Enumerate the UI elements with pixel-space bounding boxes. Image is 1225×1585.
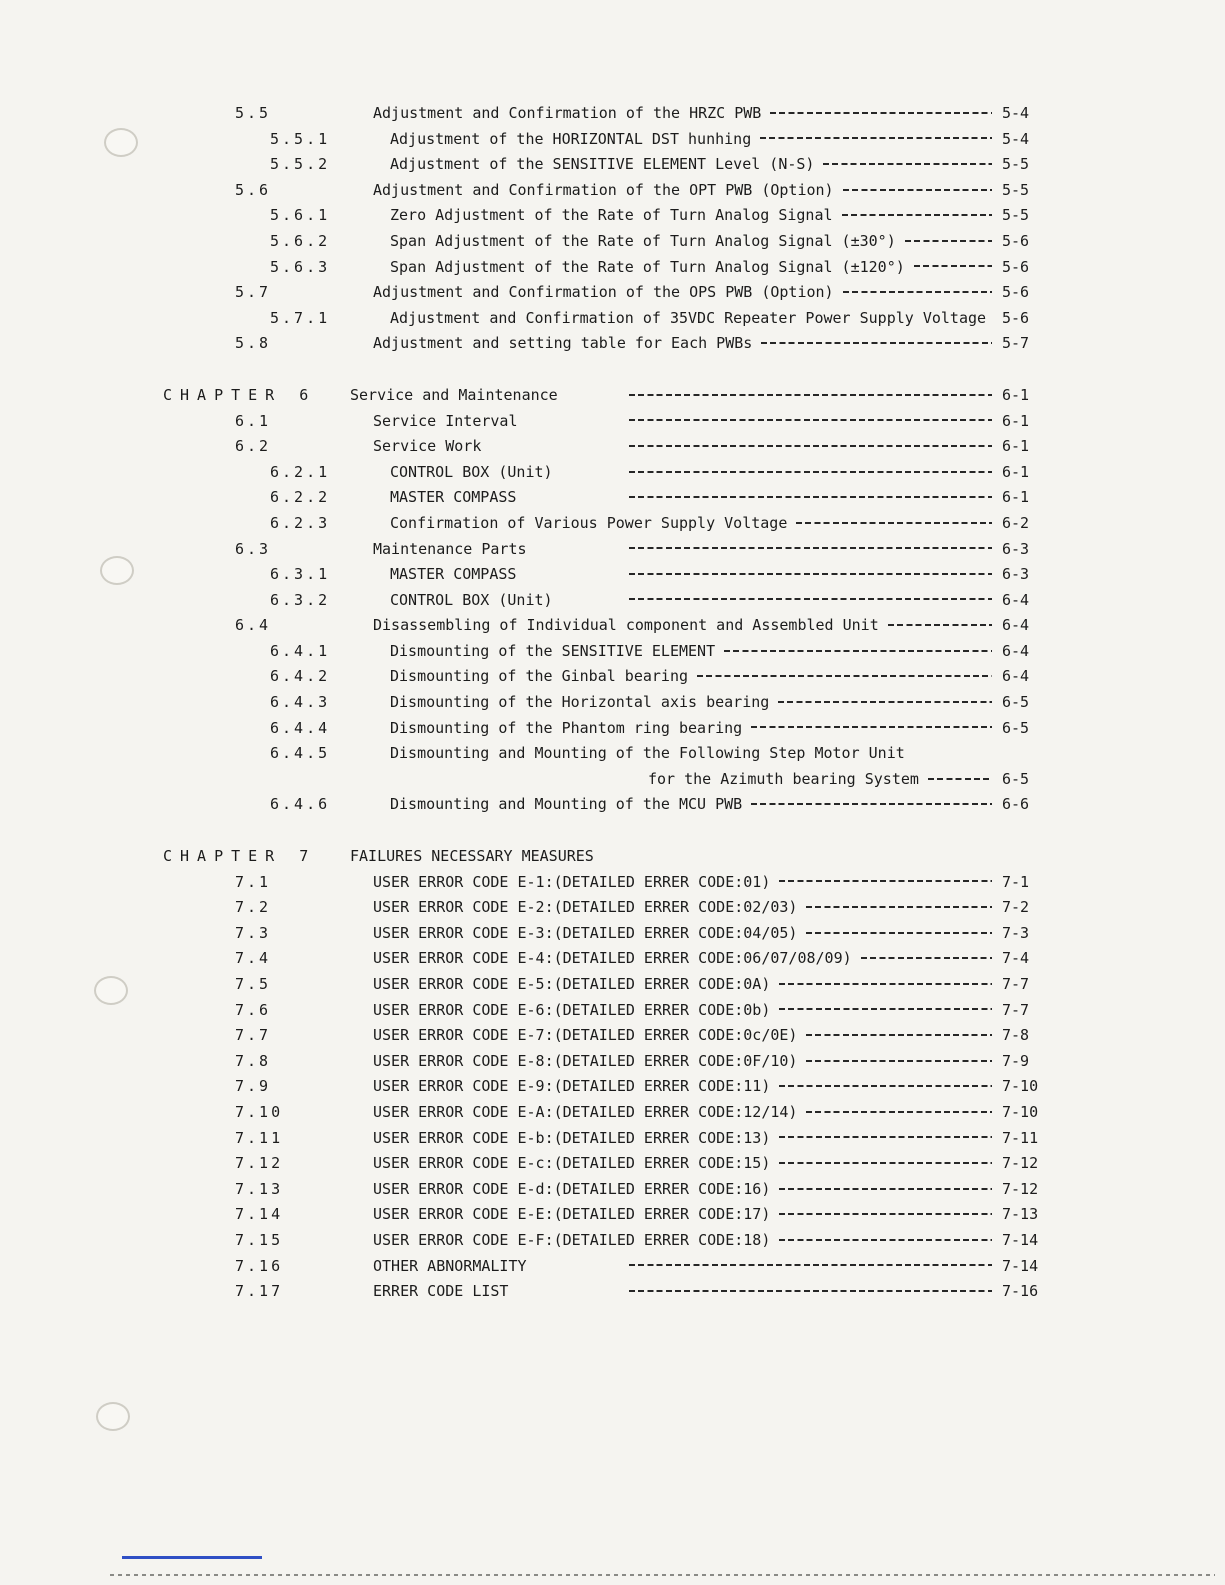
dash-leader (928, 778, 992, 780)
toc-row (0, 1049, 1060, 1075)
dash-leader (843, 291, 992, 293)
entry-title: Maintenance Parts (373, 539, 527, 558)
entry-title: Service and Maintenance (350, 385, 558, 404)
page-number: 7-12 (1002, 1154, 1039, 1173)
section-number: 7.8 (235, 1051, 272, 1070)
entry-title: USER ERROR CODE E-1:(DETAILED ERRER CODE:01) (373, 872, 771, 891)
toc-row (0, 1202, 1060, 1228)
section-number: 6.4.1 (270, 641, 331, 660)
entry-title: Span Adjustment of the Rate of Turn Analog Signal (±30°) (390, 231, 896, 250)
entry-title: Dismounting and Mounting of the MCU PWB (390, 795, 743, 814)
toc-row (0, 588, 1060, 614)
dash-leader (779, 1136, 992, 1138)
dash-leader (629, 419, 992, 421)
dash-leader (843, 189, 992, 191)
entry-title: Adjustment and Confirmation of the OPS PWB (Option) (373, 283, 834, 302)
section-number: 7.6 (235, 1000, 272, 1019)
dash-leader (806, 1060, 992, 1062)
entry-title: USER ERROR CODE E-b:(DETAILED ERRER CODE:13) (373, 1128, 771, 1147)
section-number: 7.1 (235, 872, 272, 891)
entry-title: Disassembling of Individual component and Assembled Unit (373, 616, 879, 635)
dash-leader (629, 496, 992, 498)
toc-row (0, 537, 1060, 563)
entry-title: USER ERROR CODE E-3:(DETAILED ERRER CODE:04/05) (373, 923, 798, 942)
toc-row (0, 280, 1060, 306)
section-number: 7.16 (235, 1256, 284, 1275)
page-number: 7-12 (1002, 1179, 1039, 1198)
toc-row (0, 203, 1060, 229)
page-number: 6-4 (1002, 590, 1030, 609)
table-of-contents (0, 101, 1225, 1305)
punch-hole-icon (96, 1402, 130, 1431)
dash-leader (697, 675, 992, 677)
dash-leader (905, 240, 992, 242)
page-number: 7-2 (1002, 898, 1030, 917)
toc-row (0, 895, 1060, 921)
toc-row (0, 998, 1060, 1024)
toc-row (0, 1100, 1060, 1126)
entry-title: Dismounting of the Phantom ring bearing (390, 718, 743, 737)
entry-title: MASTER COMPASS (390, 565, 517, 584)
page-number: 5-6 (1002, 257, 1030, 276)
page-number: 7-16 (1002, 1282, 1039, 1301)
page-number: 6-4 (1002, 641, 1030, 660)
page-number: 6-5 (1002, 693, 1030, 712)
section-number: 5.5.2 (270, 155, 331, 174)
dash-leader (629, 445, 992, 447)
page-number: 6-2 (1002, 513, 1030, 532)
toc-row (0, 229, 1060, 255)
section-number: 6.3 (235, 539, 272, 558)
dash-leader (629, 394, 992, 396)
toc-row (0, 1023, 1060, 1049)
entry-title: Dismounting and Mounting of the Following Step Motor Unit (390, 744, 905, 763)
toc-row (0, 562, 1060, 588)
section-number: 6.4.2 (270, 667, 331, 686)
page-number: 7-14 (1002, 1256, 1039, 1275)
toc-row (0, 946, 1060, 972)
toc-row (0, 511, 1060, 537)
entry-title: USER ERROR CODE E-6:(DETAILED ERRER CODE:0b) (373, 1000, 771, 1019)
page-number: 5-7 (1002, 334, 1030, 353)
page-number: 5-5 (1002, 155, 1030, 174)
section-number: 6.4 (235, 616, 272, 635)
page-number: 6-4 (1002, 616, 1030, 635)
toc-row (0, 101, 1060, 127)
section-number: 7.17 (235, 1282, 284, 1301)
entry-title: USER ERROR CODE E-5:(DETAILED ERRER CODE:0A) (373, 975, 771, 993)
toc-row (0, 1228, 1060, 1254)
entry-title: Service Interval (373, 411, 518, 430)
page-number: 6-3 (1002, 539, 1030, 558)
toc-row (0, 613, 1060, 639)
section-number: 5.6.3 (270, 257, 331, 276)
entry-title: OTHER ABNORMALITY (373, 1256, 527, 1275)
toc-row (0, 1177, 1060, 1203)
section-number: 7.15 (235, 1230, 284, 1249)
dash-leader (724, 650, 992, 652)
section-number: 7.5 (235, 975, 272, 993)
section-number: 6.3.2 (270, 590, 331, 609)
entry-title: Adjustment and Confirmation of 35VDC Repeater Power Supply Voltage (390, 308, 987, 327)
toc-row (0, 870, 1060, 896)
dash-leader (779, 1213, 992, 1215)
page-number: 6-4 (1002, 667, 1030, 686)
toc-row (0, 485, 1060, 511)
dash-leader (629, 598, 992, 600)
dash-leader (779, 880, 992, 882)
page-number: 6-1 (1002, 488, 1030, 507)
section-number: 7.7 (235, 1026, 272, 1045)
entry-title: Zero Adjustment of the Rate of Turn Analog Signal (390, 206, 833, 225)
toc-row (0, 306, 1060, 332)
entry-title: Confirmation of Various Power Supply Voltage (390, 513, 788, 532)
section-number: 7.13 (235, 1179, 284, 1198)
section-number: 7.12 (235, 1154, 284, 1173)
page-number: 5-4 (1002, 129, 1030, 148)
page-number: 6-1 (1002, 437, 1030, 456)
dash-leader (629, 573, 992, 575)
dash-leader (778, 701, 992, 703)
page-number: 6-5 (1002, 718, 1030, 737)
page-number: 5-5 (1002, 180, 1030, 199)
page-number: 7-10 (1002, 1077, 1039, 1096)
toc-row (0, 331, 1060, 357)
section-number: 6.3.1 (270, 565, 331, 584)
toc-row (0, 716, 1060, 742)
section-number: 6.1 (235, 411, 272, 430)
section-number: 7.9 (235, 1077, 272, 1096)
page-number: 6-5 (1002, 769, 1030, 788)
toc-row (0, 972, 1060, 998)
entry-title: USER ERROR CODE E-d:(DETAILED ERRER CODE:16) (373, 1179, 771, 1198)
dash-leader (629, 1264, 992, 1266)
toc-row (0, 1279, 1060, 1305)
section-number: 7.11 (235, 1128, 284, 1147)
section-number: 7.10 (235, 1102, 284, 1121)
dash-leader (779, 1008, 992, 1010)
toc-row (0, 1126, 1060, 1152)
section-number: 6.4.5 (270, 744, 331, 763)
page-number: 7-9 (1002, 1051, 1030, 1070)
dash-leader (888, 624, 992, 626)
entry-title: for the Azimuth bearing System (648, 769, 919, 788)
toc-row (0, 741, 1060, 767)
section-number: 5.7 (235, 283, 272, 302)
entry-title: Span Adjustment of the Rate of Turn Analog Signal (±120°) (390, 257, 905, 276)
page-number: 6-3 (1002, 565, 1030, 584)
section-number: 6.4.4 (270, 718, 331, 737)
section-number: 5.8 (235, 334, 272, 353)
toc-row (0, 664, 1060, 690)
blue-line-artifact (122, 1556, 262, 1559)
entry-title: Dismounting of the Ginbal bearing (390, 667, 689, 686)
section-number: 5.6.1 (270, 206, 331, 225)
entry-title: USER ERROR CODE E-8:(DETAILED ERRER CODE:0F/10) (373, 1051, 798, 1070)
dash-leader (779, 1239, 992, 1241)
section-number: 6.2.2 (270, 488, 331, 507)
page-number: 7-10 (1002, 1102, 1039, 1121)
toc-row (0, 255, 1060, 281)
entry-title: FAILURES NECESSARY MEASURES (350, 847, 594, 866)
dash-leader (761, 342, 992, 344)
dash-leader (842, 214, 992, 216)
page-number: 6-1 (1002, 462, 1030, 481)
toc-row (0, 409, 1060, 435)
section-number: 6.2 (235, 437, 272, 456)
entry-title: USER ERROR CODE E-2:(DETAILED ERRER CODE:02/03) (373, 898, 798, 917)
entry-title: USER ERROR CODE E-A:(DETAILED ERRER CODE:12/14) (373, 1102, 798, 1121)
dash-leader (629, 547, 992, 549)
section-number: 5.5 (235, 104, 272, 122)
section-number: 7.14 (235, 1205, 284, 1224)
toc-row (0, 844, 1060, 870)
page-number: 5-5 (1002, 206, 1030, 225)
entry-title: Adjustment of the HORIZONTAL DST hunhing (390, 129, 752, 148)
dash-leader (770, 112, 992, 114)
dash-leader (629, 1290, 992, 1292)
dash-leader (861, 957, 992, 959)
dash-leader (796, 522, 992, 524)
entry-title: Dismounting of the Horizontal axis bearing (390, 693, 770, 712)
dash-leader (806, 1034, 992, 1036)
dash-leader (760, 137, 992, 139)
entry-title: USER ERROR CODE E-9:(DETAILED ERRER CODE:11) (373, 1077, 771, 1096)
section-number: CHAPTER 6 (163, 385, 317, 404)
dash-leader (779, 1085, 992, 1087)
entry-title: Dismounting of the SENSITIVE ELEMENT (390, 641, 716, 660)
page-number: 5-6 (1002, 308, 1030, 327)
dash-leader (779, 1162, 992, 1164)
toc-row (0, 921, 1060, 947)
dash-leader (751, 726, 992, 728)
section-number: 5.6.2 (270, 231, 331, 250)
section-number: 5.5.1 (270, 129, 331, 148)
toc-row (0, 792, 1060, 818)
section-number: 7.4 (235, 949, 272, 968)
page-number: 6-1 (1002, 385, 1030, 404)
page-number: 7-1 (1002, 872, 1030, 891)
toc-row (0, 152, 1060, 178)
entry-title: ERRER CODE LIST (373, 1282, 509, 1301)
entry-title: Adjustment and Confirmation of the OPT PWB (Option) (373, 180, 834, 199)
page-number: 5-4 (1002, 104, 1030, 122)
toc-row (0, 178, 1060, 204)
page-number: 7-11 (1002, 1128, 1039, 1147)
entry-title: Service Work (373, 437, 482, 456)
entry-title: USER ERROR CODE E-E:(DETAILED ERRER CODE:17) (373, 1205, 771, 1224)
entry-title: CONTROL BOX (Unit) (390, 590, 553, 609)
section-number: 7.2 (235, 898, 272, 917)
page-number: 7-7 (1002, 975, 1030, 993)
entry-title: USER ERROR CODE E-c:(DETAILED ERRER CODE:15) (373, 1154, 771, 1173)
dash-leader (914, 265, 992, 267)
toc-row (0, 1074, 1060, 1100)
section-number: 6.2.3 (270, 513, 331, 532)
entry-title: USER ERROR CODE E-7:(DETAILED ERRER CODE:0c/0E) (373, 1026, 798, 1045)
dash-leader (823, 163, 992, 165)
section-number: 6.4.3 (270, 693, 331, 712)
entry-title: Adjustment and setting table for Each PWBs (373, 334, 753, 353)
dash-leader (751, 803, 992, 805)
entry-title: USER ERROR CODE E-4:(DETAILED ERRER CODE:06/07/08/09) (373, 949, 852, 968)
page-number: 7-4 (1002, 949, 1030, 968)
entry-title: Adjustment of the SENSITIVE ELEMENT Level (N-S) (390, 155, 815, 174)
toc-row (0, 690, 1060, 716)
dash-leader (779, 983, 992, 985)
section-number: 7.3 (235, 923, 272, 942)
entry-title: CONTROL BOX (Unit) (390, 462, 553, 481)
entry-title: Adjustment and Confirmation of the HRZC PWB (373, 104, 762, 122)
section-number: 5.6 (235, 180, 272, 199)
section-number: 5.7.1 (270, 308, 331, 327)
page-number: 6-1 (1002, 411, 1030, 430)
dash-leader (806, 1111, 992, 1113)
scan-dashed-line-artifact (110, 1574, 1215, 1576)
page-number: 7-8 (1002, 1026, 1030, 1045)
page-number: 5-6 (1002, 231, 1030, 250)
dash-leader (806, 906, 992, 908)
toc-row (0, 1254, 1060, 1280)
toc-row (0, 639, 1060, 665)
entry-title: MASTER COMPASS (390, 488, 517, 507)
page-number: 7-14 (1002, 1230, 1039, 1249)
dash-leader (629, 471, 992, 473)
toc-row (0, 767, 1060, 793)
entry-title: USER ERROR CODE E-F:(DETAILED ERRER CODE:18) (373, 1230, 771, 1249)
toc-row (0, 127, 1060, 153)
toc-row (0, 1151, 1060, 1177)
page-number: 5-6 (1002, 283, 1030, 302)
page-number: 6-6 (1002, 795, 1030, 814)
dash-leader (779, 1188, 992, 1190)
page-number: 7-3 (1002, 923, 1030, 942)
toc-row (0, 460, 1060, 486)
toc-row (0, 383, 1060, 409)
page-number: 7-13 (1002, 1205, 1039, 1224)
dash-leader (806, 932, 992, 934)
page-number: 7-7 (1002, 1000, 1030, 1019)
section-number: 6.2.1 (270, 462, 331, 481)
toc-row (0, 434, 1060, 460)
section-number: 6.4.6 (270, 795, 331, 814)
section-number: CHAPTER 7 (163, 847, 317, 866)
